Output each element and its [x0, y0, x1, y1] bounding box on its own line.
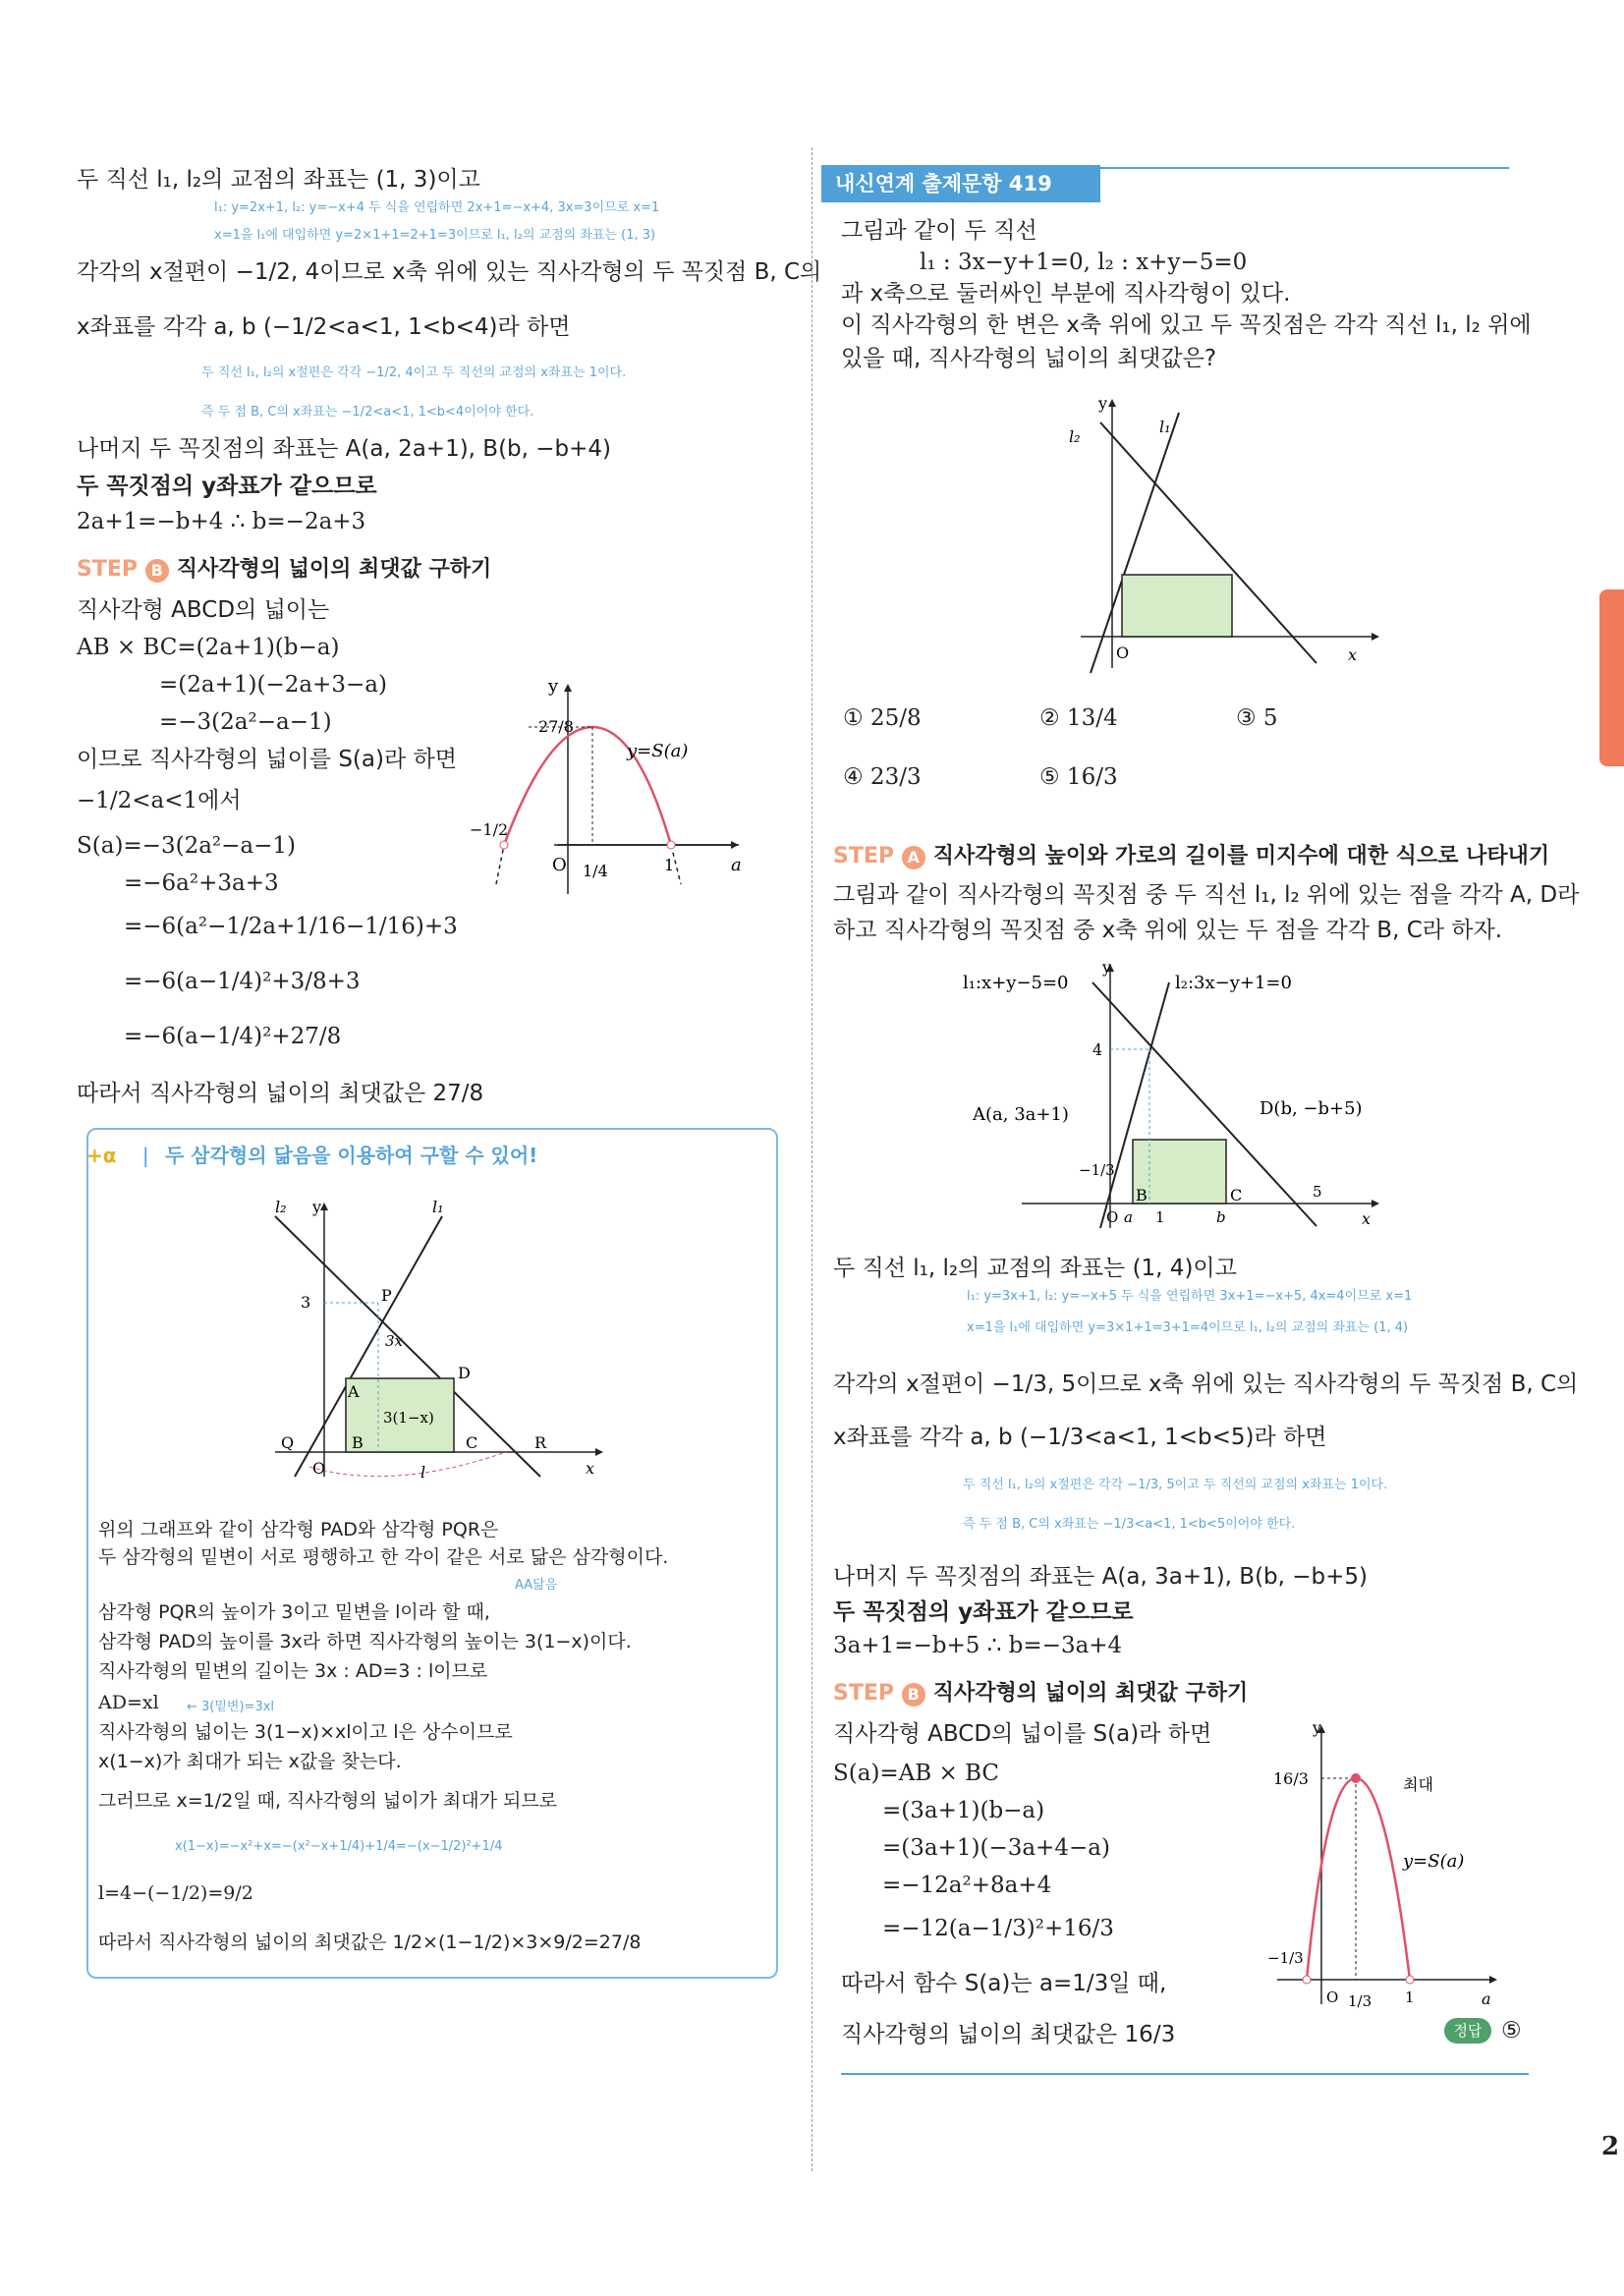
svg-text:−1/3: −1/3 — [1079, 1161, 1115, 1179]
svg-text:A(a, 3a+1): A(a, 3a+1) — [973, 1104, 1069, 1125]
choice-4[interactable]: ④ 23/3 — [843, 764, 922, 790]
line-x-intercepts: 각각의 x절편이 −1/2, 4이므로 x축 위에 있는 직사각형의 두 꼭짓점 B, C의 — [77, 259, 822, 285]
answer-value: ⑤ — [1501, 2018, 1522, 2044]
stepa-note-range: 즉 두 점 B, C의 x좌표는 −1/3<a<1, 1<b<5이어야 한다. — [963, 1517, 1296, 1532]
svg-text:l₂:3x−y+1=0: l₂:3x−y+1=0 — [1175, 973, 1292, 993]
svg-text:y: y — [312, 1198, 322, 1216]
problem-line-3: 과 x축으로 둘러싸인 부분에 직사각형이 있다. — [841, 281, 1291, 307]
graph-quarter: 1/4 — [583, 862, 608, 880]
stepa-intercepts: 각각의 x절편이 −1/3, 5이므로 x축 위에 있는 직사각형의 두 꼭짓점 B, C의 — [833, 1372, 1579, 1397]
choice-3[interactable]: ③ 5 — [1236, 705, 1278, 731]
svg-text:y: y — [1313, 1719, 1322, 1737]
svg-text:−1/3: −1/3 — [1267, 1949, 1304, 1967]
svg-text:O: O — [1326, 1988, 1339, 2006]
svg-text:B: B — [352, 1433, 364, 1452]
box-text-11: 따라서 직사각형의 넓이의 최댓값은 1/2×(1−1/2)×3×9/2=27/8 — [98, 1932, 642, 1953]
graph-stepa — [963, 963, 1395, 1238]
line-let-ab: x좌표를 각각 a, b (−1/2<a<1, 1<b<4)라 하면 — [77, 314, 571, 340]
stepa-line-1: 그림과 같이 직사각형의 꼭짓점 중 두 직선 l₁, l₂ 위에 있는 점을 각각 A, D라 — [833, 882, 1580, 908]
graph-fn-label: y=S(a) — [627, 741, 689, 761]
stepb-s-1: S(a)=AB × BC — [833, 1761, 1000, 1786]
box-text-7: 직사각형의 넓이는 3(1−x)×xl이고 l은 상수이므로 — [98, 1721, 513, 1743]
svg-text:a: a — [1482, 1989, 1491, 2008]
svg-text:3x: 3x — [385, 1332, 404, 1350]
svg-text:y=S(a): y=S(a) — [1403, 1851, 1465, 1872]
box-text-3: 삼각형 PQR의 높이가 3이고 밑변을 l이라 할 때, — [98, 1601, 490, 1623]
stepa-b-eq: 3a+1=−b+5 ∴ b=−3a+4 — [833, 1633, 1123, 1658]
stepa-line-2: 하고 직사각형의 꼭짓점 중 x축 위에 있는 두 점을 각각 B, C라 하자. — [833, 918, 1503, 943]
stepa-let-ab: x좌표를 각각 a, b (−1/3<a<1, 1<b<5)라 하면 — [833, 1425, 1327, 1450]
line-range: −1/2<a<1에서 — [77, 788, 242, 813]
problem-equations: l₁ : 3x−y+1=0, l₂ : x+y−5=0 — [920, 250, 1248, 275]
graph-y-label: y — [548, 678, 559, 697]
svg-text:1: 1 — [1155, 1208, 1165, 1226]
line-intersection: 두 직선 l₁, l₂의 교점의 좌표는 (1, 3)이고 — [77, 167, 480, 193]
note-intercepts: 두 직선 l₁, l₂의 x절편은 각각 −1/2, 4이고 두 직선의 교점의 x좌표는 1이다. — [201, 365, 627, 380]
svg-text:l: l — [420, 1463, 426, 1482]
box-text-5: 직사각형의 밑변의 길이는 3x : AD=3 : l이므로 — [98, 1660, 488, 1682]
svg-text:O: O — [312, 1459, 326, 1478]
svg-text:16/3: 16/3 — [1273, 1769, 1309, 1788]
line-same-y: 두 꼭짓점의 y좌표가 같으므로 — [77, 474, 377, 499]
line-s-3: =−6(a²−1/2a+1/16−1/16)+3 — [124, 914, 458, 939]
svg-text:l₁: l₁ — [1159, 418, 1171, 436]
svg-text:D: D — [458, 1364, 471, 1382]
svg-text:최대: 최대 — [1403, 1775, 1433, 1794]
badge-rule — [1087, 167, 1509, 169]
box-text-1: 위의 그래프와 같이 삼각형 PAD와 삼각형 PQR은 — [98, 1519, 499, 1540]
step-b-heading-right: STEP B 직사각형의 넓이의 최댓값 구하기 — [833, 1681, 1249, 1706]
step-b-heading: STEP B 직사각형의 넓이의 최댓값 구하기 — [77, 557, 492, 582]
svg-text:B: B — [1136, 1186, 1148, 1204]
svg-text:1: 1 — [1405, 1988, 1415, 2006]
side-tab — [1599, 589, 1624, 766]
alpha-header: +α | 두 삼각형의 닮음을 이용하여 구할 수 있어! — [86, 1144, 538, 1167]
note-range: 즉 두 점 B, C의 x좌표는 −1/2<a<1, 1<b<4이어야 한다. — [201, 405, 534, 420]
svg-text:D(b, −b+5): D(b, −b+5) — [1260, 1098, 1363, 1119]
svg-text:y: y — [1098, 394, 1108, 413]
line-area-intro: 직사각형 ABCD의 넓이는 — [77, 597, 330, 623]
problem-badge: 내신연계 출제문항 419 — [821, 165, 1100, 202]
stepa-note-substitute: x=1을 l₁에 대입하면 y=3×1+1=3+1=4이므로 l₁, l₂의 교점의 좌표는 (1, 4) — [967, 1320, 1409, 1335]
svg-text:y: y — [1102, 963, 1112, 977]
svg-text:Q: Q — [281, 1433, 295, 1452]
choice-2[interactable]: ② 13/4 — [1039, 705, 1118, 731]
note-substitute: x=1을 l₁에 대입하면 y=2×1+1=2+1=3이므로 l₁, l₂의 교점의 좌표는 (1, 3) — [214, 228, 656, 243]
svg-text:3: 3 — [301, 1293, 311, 1312]
graph-one: 1 — [664, 856, 675, 874]
graph-s-a-left — [470, 678, 755, 904]
line-area-2: =(2a+1)(−2a+3−a) — [159, 672, 387, 698]
problem-line-4: 이 직사각형의 한 변은 x축 위에 있고 두 꼭짓점은 각각 직선 l₁, l₂ 위에 — [841, 312, 1532, 338]
stepb-s-4: =−12a²+8a+4 — [882, 1873, 1052, 1898]
stepa-note-solve: l₁: y=3x+1, l₂: y=−x+5 두 식을 연립하면 3x+1=−x+5, 4x=4이므로 x=1 — [967, 1289, 1413, 1304]
graph-similar-triangles — [255, 1197, 609, 1482]
problem-line-5: 있을 때, 직사각형의 넓이의 최댓값은? — [841, 346, 1217, 371]
graph-x-label: a — [731, 855, 742, 875]
stepa-intersection: 두 직선 l₁, l₂의 교점의 좌표는 (1, 4)이고 — [833, 1256, 1237, 1281]
line-b-eq: 2a+1=−b+4 ∴ b=−2a+3 — [77, 509, 366, 534]
box-note-complete: x(1−x)=−x²+x=−(x²−x+1/4)+1/4=−(x−1/2)²+1/4 — [175, 1839, 503, 1854]
svg-text:1/3: 1/3 — [1348, 1992, 1372, 2010]
stepb-conclusion-2: 직사각형의 넓이의 최댓값은 16/3 — [841, 2022, 1176, 2047]
note-solve: l₁: y=2x+1, l₂: y=−x+4 두 식을 연립하면 2x+1=−x+4, 3x=3이므로 x=1 — [214, 200, 660, 215]
graph-origin: O — [552, 855, 567, 875]
svg-text:l₁:x+y−5=0: l₁:x+y−5=0 — [963, 973, 1069, 993]
line-s-1: S(a)=−3(2a²−a−1) — [77, 833, 296, 859]
box-text-10: l=4−(−1/2)=9/2 — [98, 1882, 253, 1904]
svg-text:l₂: l₂ — [275, 1198, 287, 1216]
stepa-note-intercepts: 두 직선 l₁, l₂의 x절편은 각각 −1/3, 5이고 두 직선의 교점의 x좌표는 1이다. — [963, 1478, 1388, 1492]
box-text-4: 삼각형 PAD의 높이를 3x라 하면 직사각형의 높이는 3(1−x)이다. — [98, 1631, 632, 1652]
box-text-8: x(1−x)가 최대가 되는 x값을 찾는다. — [98, 1751, 402, 1772]
box-text-9: 그러므로 x=1/2일 때, 직사각형의 넓이가 최대가 되므로 — [98, 1790, 558, 1812]
graph-max-value: 27/8 — [538, 717, 574, 736]
stepb-s-3: =(3a+1)(−3a+4−a) — [882, 1835, 1110, 1861]
line-vertices: 나머지 두 꼭짓점의 좌표는 A(a, 2a+1), B(b, −b+4) — [77, 436, 612, 462]
svg-text:A: A — [348, 1382, 360, 1401]
svg-text:x: x — [1348, 645, 1358, 664]
line-area-3: =−3(2a²−a−1) — [159, 709, 332, 735]
column-divider — [812, 147, 813, 2171]
graph-neg-half: −1/2 — [470, 820, 509, 839]
svg-text:5: 5 — [1313, 1183, 1322, 1201]
svg-text:x: x — [586, 1459, 595, 1478]
line-s-def: 이므로 직사각형의 넓이를 S(a)라 하면 — [77, 747, 457, 772]
line-s-4: =−6(a−1/4)²+3/8+3 — [124, 969, 361, 994]
box-note-base: ← 3(밑변)=3xl — [187, 1700, 275, 1714]
step-a-heading: STEP A 직사각형의 높이와 가로의 길이를 미지수에 대한 식으로 나타내기 — [833, 844, 1550, 868]
stepb-s-2: =(3a+1)(b−a) — [882, 1798, 1045, 1823]
svg-text:R: R — [534, 1433, 547, 1452]
box-text-2: 두 삼각형의 밑변이 서로 평행하고 한 각이 같은 서로 닮은 삼각형이다. — [98, 1546, 669, 1568]
svg-text:l₂: l₂ — [1069, 427, 1081, 446]
line-s-2: =−6a²+3a+3 — [124, 870, 279, 896]
box-text-6: AD=xl — [98, 1692, 159, 1713]
stepa-same-y: 두 꼭짓점의 y좌표가 같으므로 — [833, 1599, 1134, 1625]
stepb-s-5: =−12(a−1/3)²+16/3 — [882, 1916, 1114, 1941]
svg-text:P: P — [381, 1286, 392, 1305]
line-area-1: AB × BC=(2a+1)(b−a) — [77, 635, 340, 660]
svg-text:O: O — [1116, 644, 1130, 662]
page-number: 2 — [1601, 2132, 1620, 2161]
stepa-vertices: 나머지 두 꼭짓점의 좌표는 A(a, 3a+1), B(b, −b+5) — [833, 1564, 1369, 1590]
svg-text:b: b — [1216, 1208, 1226, 1226]
svg-text:C: C — [1230, 1186, 1243, 1204]
stepb-conclusion-1: 따라서 함수 S(a)는 a=1/3일 때, — [841, 1971, 1167, 1996]
choice-5[interactable]: ⑤ 16/3 — [1039, 764, 1118, 790]
line-s-5: =−6(a−1/4)²+27/8 — [124, 1024, 342, 1049]
svg-text:a: a — [1124, 1208, 1133, 1226]
choice-1[interactable]: ① 25/8 — [843, 705, 922, 731]
bottom-rule — [841, 2073, 1529, 2075]
svg-text:3(1−x): 3(1−x) — [383, 1409, 434, 1427]
line-max-result: 따라서 직사각형의 넓이의 최댓값은 27/8 — [77, 1081, 484, 1106]
box-note-aa: AA닮음 — [515, 1578, 558, 1593]
answer-badge: 정답 — [1444, 2018, 1491, 2044]
svg-text:O: O — [1106, 1208, 1119, 1226]
svg-text:C: C — [466, 1433, 478, 1452]
problem-line-1: 그림과 같이 두 직선 — [841, 218, 1037, 244]
svg-text:4: 4 — [1092, 1040, 1103, 1059]
stepb-s-def: 직사각형 ABCD의 넓이를 S(a)라 하면 — [833, 1721, 1212, 1747]
svg-text:l₁: l₁ — [432, 1198, 444, 1216]
graph-s-a-right — [1258, 1719, 1503, 2014]
svg-text:x: x — [1362, 1209, 1372, 1228]
graph-problem — [1061, 393, 1385, 678]
